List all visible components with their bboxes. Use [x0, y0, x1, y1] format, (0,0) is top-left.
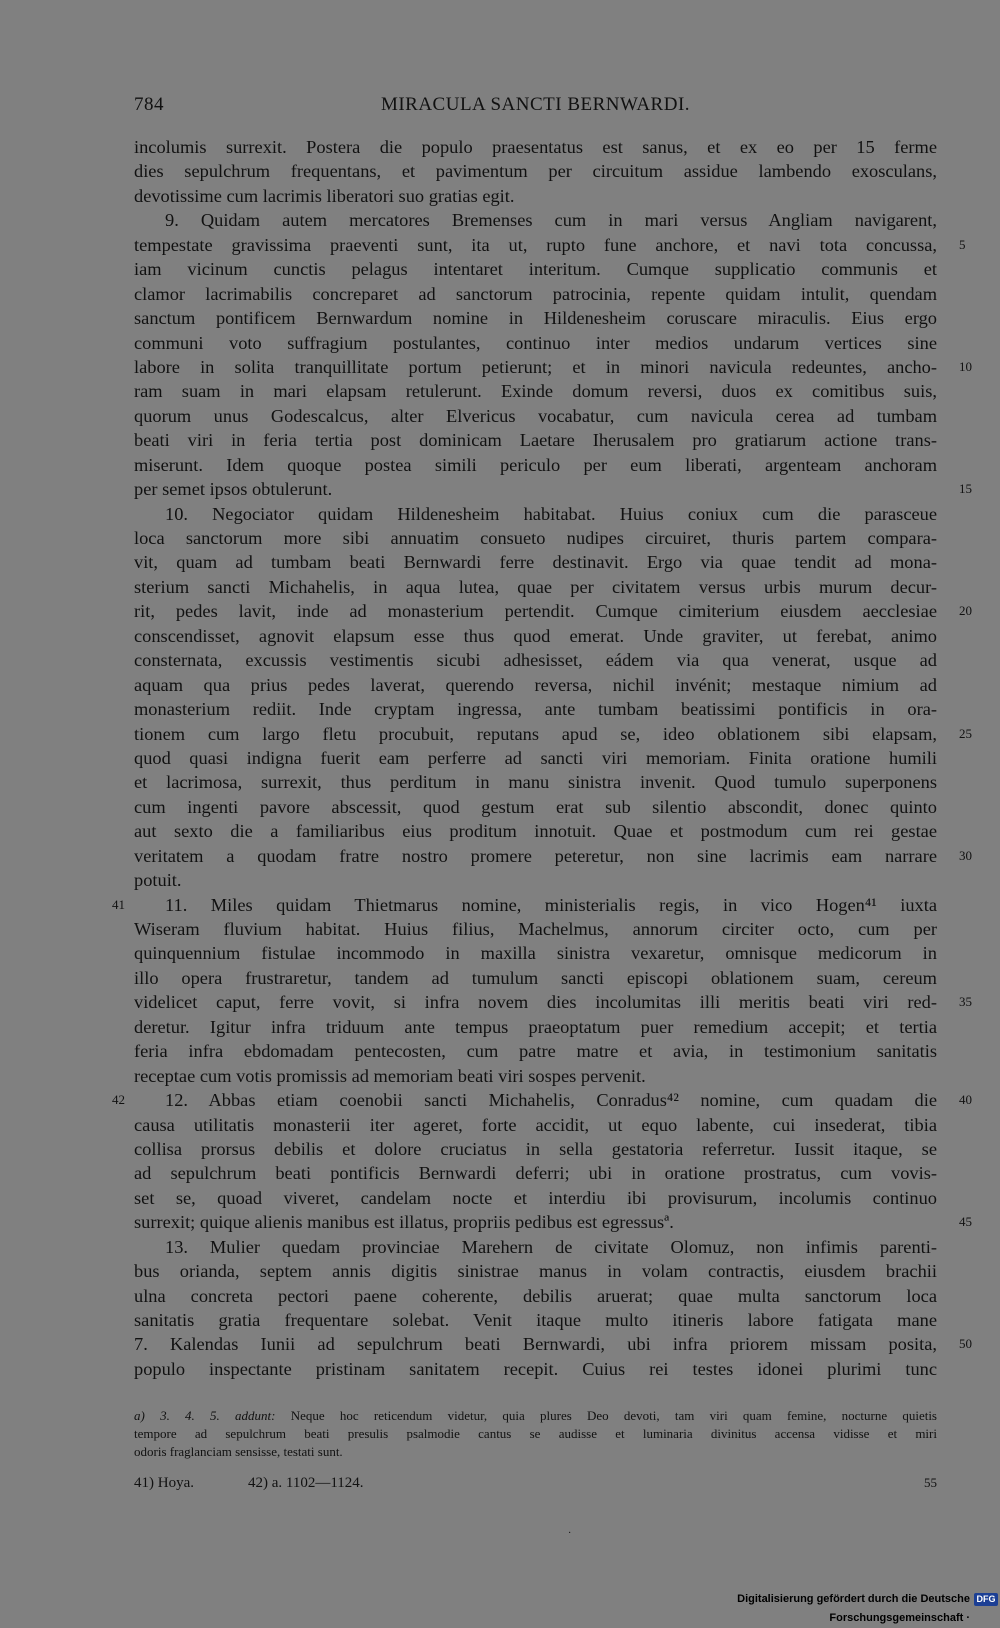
line-text: set se, quoad viveret, candelam nocte et interdiu ibi provisurum, incolumis continuo: [134, 1187, 937, 1208]
line-text: causa utilitatis monasterii iter ageret, forte accidit, ut equo labente, cui insederat, tibia: [134, 1114, 937, 1135]
text-line: [134, 673, 937, 697]
line-text: feria infra ebdomadam pentecosten, cum patre matre et avia, in testimonium sanitatis: [134, 1041, 937, 1062]
line-text: receptae cum votis promissis ad memoriam beati viri sospes pervenit.: [134, 1065, 646, 1086]
line-text: ram suam in mari elapsam retulerunt. Exinde domum reversi, duos ex comitibus suis,: [134, 381, 937, 402]
text-line: [134, 306, 937, 330]
line-text: miserunt. Idem quoque postea simili periculo per eum liberati, argenteam anchoram: [134, 454, 937, 475]
line-number: 50: [959, 1336, 972, 1352]
text-line: [134, 990, 972, 1014]
main-text: [112, 135, 972, 1381]
text-line: [134, 428, 937, 452]
text-line: [134, 1284, 937, 1308]
line-text: quorum unus Godescalcus, alter Elvericus vocabatur, cum navicula cerea ad tumbam: [134, 405, 937, 426]
text-line: [134, 1357, 937, 1381]
dfg-logo-icon: DFG: [974, 1593, 998, 1606]
text-line: [134, 477, 972, 501]
text-line: [134, 208, 937, 232]
credit-text: Digitalisierung gefördert durch die Deutsche Forschungsgemeinschaft ·: [737, 1593, 970, 1624]
line-text: deretur. Igitur infra triduum ante tempus praeoptatum puer remedium accepit; et tertia: [134, 1016, 937, 1037]
scan-speck: ·: [568, 1528, 572, 1539]
line-text: 10. Negociator quidam Hildenesheim habitabat. Huius coniux cum die parasceue: [165, 503, 937, 524]
footnote-text: tempore ad sepulchrum beati presulis psalmodie cantus se audisse et luminaria divinitus accensa vidisse et miri: [134, 1426, 937, 1441]
text-line: [134, 1186, 937, 1210]
line-text: potuit.: [134, 870, 182, 891]
text-line: [134, 941, 937, 965]
text-line: [134, 526, 937, 550]
line-number: 10: [959, 358, 972, 374]
text-line: [134, 868, 937, 892]
footnote-text: Neque hoc reticendum videtur, quia plures Deo devoti, tam viri quam femine, nocturne quietis: [290, 1408, 937, 1423]
line-number: 30: [959, 847, 972, 863]
text-line: [134, 184, 937, 208]
line-number: 25: [959, 725, 972, 741]
line-text: et lacrimosa, surrexit, thus perditum in manu sinistra invenit. Quod tumulo superponens: [134, 772, 937, 793]
line-text: Wiseram fluvium habitat. Huius filius, Machelmus, annorum circiter octo, cum per: [134, 919, 937, 939]
line-text: sanitatis gratia frequentare solebat. Venit itaque multo itineris labore fatigata mane: [134, 1310, 937, 1330]
line-number: 20: [959, 603, 972, 619]
line-text: monasterium rediit. Inde cryptam ingressa, ante tumbam beatissimi pontificis in ora-: [134, 699, 937, 720]
footnote-line: [134, 1407, 937, 1425]
text-line: [134, 550, 937, 574]
text-line: [134, 1113, 937, 1137]
text-line: [134, 795, 937, 819]
line-number: 40: [959, 1092, 972, 1108]
text-line: [134, 1332, 972, 1356]
text-line: [134, 1039, 937, 1063]
running-header: [134, 94, 937, 120]
text-line: [134, 502, 937, 526]
margin-note-marker: 41: [112, 896, 125, 912]
line-number: 45: [959, 1214, 972, 1230]
line-text: populo inspectante pristinam sanitatem recepit. Cuius rei testes idonei plurimi tunc: [134, 1358, 937, 1379]
line-number-55: 55: [924, 1475, 937, 1490]
note-41: 41) Hoya.: [134, 1475, 194, 1491]
line-text: iam vicinum cunctis pelagus intentaret interitum. Cumque supplicatio communis et: [134, 259, 937, 280]
text-line: [134, 404, 937, 428]
line-text: illo opera frustraretur, tandem ad tumulum sancti episcopi oblationem suam, cereum: [134, 967, 937, 988]
text-line: [134, 233, 966, 257]
line-text: tionem cum largo fletu procubuit, reputans apud se, ideo oblationem sibi elapsam,: [134, 723, 937, 744]
line-text: ad sepulchrum beati pontificis Bernwardi deferri; ubi in oratione prostratus, cum vovis-: [134, 1163, 937, 1184]
text-line: [134, 257, 937, 281]
footnote-label: a) 3. 4. 5. addunt:: [134, 1408, 276, 1423]
line-text: consternata, excussis vestimentis sicubi adhesisset, eádem via qua venerat, usque ad: [134, 650, 937, 671]
line-text: 9. Quidam autem mercatores Bremenses cum in mari versus Angliam navigarent,: [165, 210, 937, 231]
running-title: MIRACULA SANCTI BERNWARDI.: [380, 94, 691, 115]
text-line: [134, 746, 937, 770]
text-line: [134, 1235, 937, 1259]
footnote-a: [134, 1407, 937, 1461]
line-text: sanctum pontificem Bernwardum nomine in Hildenesheim coruscare miraculis. Eius ergo: [134, 308, 937, 329]
line-text: tempestate gravissima praeventi sunt, ita ut, rupto fune anchore, et navi tota concussa,: [134, 234, 937, 255]
footnote-line: [134, 1425, 937, 1443]
line-text: ulna concreta pectori paene coherente, debilis aruerat; quae multa sanctorum loca: [134, 1285, 937, 1306]
line-text: veritatem a quodam fratre nostro promere peteretur, non sine lacrimis eam narrare: [134, 845, 937, 866]
text-line: [134, 819, 937, 843]
line-text: bus orianda, septem annis digitis sinistrae manus in volam contractis, eiusdem brachii: [134, 1261, 937, 1282]
line-text: quinquennium fistulae incommodo in maxilla sinistra vexaretur, omnisque medicorum in: [134, 943, 937, 964]
line-text: quod quasi indigna fuerit eam perferre ad sancti viri memoriam. Finita oratione humili: [134, 747, 937, 768]
line-text: sterium sancti Michahelis, in aqua lutea, quae per civitatem versus urbis murum decur-: [134, 576, 937, 597]
line-text: aquam qua prius pedes laverat, querendo reversa, nichil invénit; mestaque nimium ad: [134, 674, 937, 695]
line-text: 13. Mulier quedam provinciae Marehern de civitate Olomuz, non infimis parenti-: [165, 1236, 937, 1257]
page-number: 784: [134, 94, 164, 115]
line-text: 11. Miles quidam Thietmarus nomine, ministerialis regis, in vico Hogen⁴¹ iuxta: [165, 894, 937, 915]
text-line: [134, 575, 937, 599]
text-line: [134, 1137, 937, 1161]
line-text: aut sexto die a familiaribus eius proditum innotuit. Quae et postmodum cum rei gestae: [134, 821, 937, 842]
text-line: [134, 331, 937, 355]
line-text: dies sepulchrum frequentans, et pavimentum per circuitum assidue lambendo exosculans,: [134, 161, 937, 182]
text-line: [134, 1210, 972, 1234]
text-line: [134, 355, 972, 379]
line-text: surrexit; quique alienis manibus est illatus, propriis pedibus est egressusª.: [134, 1212, 674, 1233]
footnote-line: [134, 1443, 937, 1461]
line-text: cum ingenti pavore abscessit, quod gestum erat sub silentio abscondit, donec quinto: [134, 796, 937, 817]
line-text: 7. Kalendas Iunii ad sepulchrum beati Bernwardi, ubi infra priorem missam posita,: [134, 1334, 937, 1355]
line-text: vit, quam ad tumbam beati Bernwardi ferre destinavit. Ergo via quae tendit ad mona-: [134, 552, 937, 573]
footnote-text: odoris fraglanciam sensisse, testati sunt.: [134, 1444, 343, 1459]
line-text: 12. Abbas etiam coenobii sancti Michahelis, Conradus⁴² nomine, cum quadam die: [165, 1090, 937, 1111]
text-line: [112, 893, 937, 917]
line-text: labore in solita tranquillitate portum petierunt; et in minori navicula redeuntes, ancho-: [134, 356, 937, 377]
margin-note-marker: 42: [112, 1092, 125, 1108]
line-text: per semet ipsos obtulerunt.: [134, 479, 333, 500]
line-text: loca sanctorum more sibi annuatim consueto nudipes circuiret, thuris partem compara-: [134, 528, 937, 548]
text-line: [134, 722, 972, 746]
text-line: [112, 1088, 972, 1112]
line-text: videlicet caput, ferre vovit, si infra novem dies incolumitas illi meritis beati viri red-: [134, 992, 937, 1013]
text-line: [134, 1161, 937, 1185]
line-text: conscendisset, agnovit elapsum esse thus quod emerat. Unde graviter, ut ferebat, animo: [134, 625, 937, 646]
note-42: 42) a. 1102—1124.: [248, 1475, 364, 1491]
line-number: 5: [959, 236, 966, 252]
text-line: [134, 1308, 937, 1332]
text-line: [134, 1015, 937, 1039]
line-text: collisa prorsus debilis et dolore cruciatus in sella gestatoria referretur. Iussit itaque, se: [134, 1138, 937, 1159]
line-text: communi voto suffragium postulantes, continuo inter medios undarum vertices sine: [134, 332, 937, 353]
digitization-credit: [606, 1590, 1000, 1624]
text-line: [134, 159, 937, 183]
line-text: beati viri in feria tertia post dominicam Laetare Iherusalem pro gratiarum actione trans-: [134, 430, 937, 451]
text-line: [134, 453, 937, 477]
line-text: incolumis surrexit. Postera die populo praesentatus est sanus, et ex eo per 15 ferme: [134, 137, 937, 157]
text-line: [134, 917, 937, 941]
text-line: [134, 966, 937, 990]
text-line: [134, 648, 937, 672]
text-line: [134, 1259, 937, 1283]
text-line: [134, 770, 937, 794]
text-line: [134, 379, 937, 403]
line-number: 35: [959, 994, 972, 1010]
text-line: [134, 282, 937, 306]
line-text: devotissime cum lacrimis liberatori suo gratias egit.: [134, 185, 515, 206]
text-line: [134, 624, 937, 648]
text-line: [134, 599, 972, 623]
text-line: [134, 844, 972, 868]
text-line: [134, 697, 937, 721]
text-line: [134, 1064, 937, 1088]
line-number: 15: [959, 481, 972, 497]
line-text: rit, pedes lavit, inde ad monasterium pertendit. Cumque cimiterium eiusdem aecclesiae: [134, 601, 937, 622]
line-text: clamor lacrimabilis concreparet ad sanctorum patrocinia, repente quidam intulit, quendam: [134, 283, 937, 304]
text-line: [134, 135, 937, 159]
